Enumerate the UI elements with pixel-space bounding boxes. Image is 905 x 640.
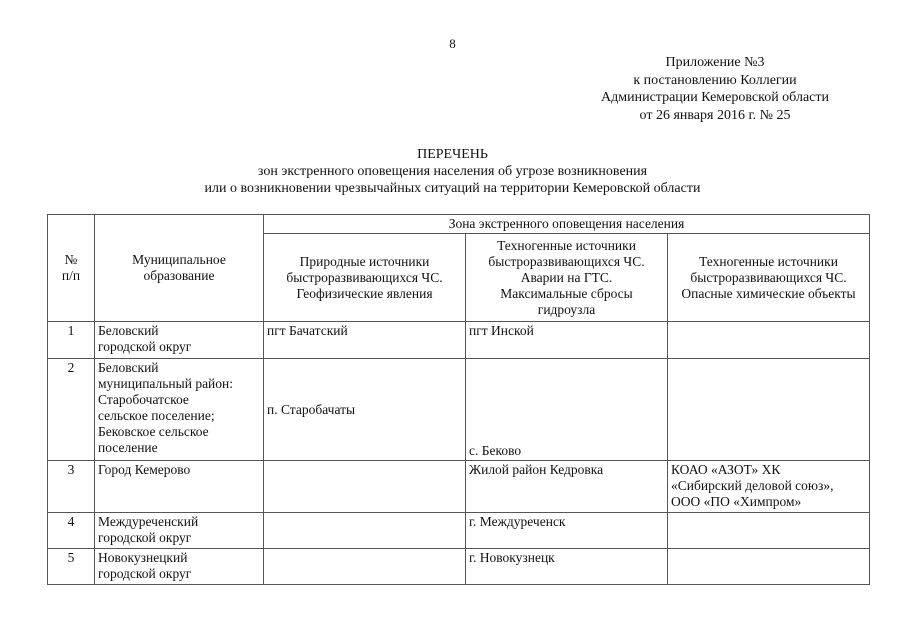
row-chemical xyxy=(668,549,870,585)
row-natural xyxy=(264,461,466,513)
header-municipality: Муниципальное образование xyxy=(95,215,264,322)
row-num: 1 xyxy=(48,322,95,359)
header-num: № п/п xyxy=(48,215,95,322)
row-num: 2 xyxy=(48,359,95,461)
row-hydro: с. Беково xyxy=(466,359,668,461)
row-natural xyxy=(264,549,466,585)
document-title xyxy=(0,146,905,197)
header-hydro: Техногенные источники быстроразвивающихся ЧС. Аварии на ГТС. Максимальные сбросы гидроузла xyxy=(466,234,668,322)
appendix-reference xyxy=(560,54,870,124)
row-municipality: Новокузнецкий городской округ xyxy=(95,549,264,585)
row-municipality: Междуреченский городской округ xyxy=(95,513,264,549)
row-natural: пгт Бачатский xyxy=(264,322,466,359)
row-municipality: Беловский городской округ xyxy=(95,322,264,359)
table-row xyxy=(48,322,870,359)
table-row xyxy=(48,549,870,585)
row-hydro: г. Междуреченск xyxy=(466,513,668,549)
table-row xyxy=(48,513,870,549)
row-chemical xyxy=(668,322,870,359)
appendix-line-2: к постановлению Коллегии xyxy=(633,72,797,88)
header-chemical: Техногенные источники быстроразвивающихся ЧС. Опасные химические объекты xyxy=(668,234,870,322)
row-municipality: Беловский муниципальный район: Старобочатское сельское поселение; Бековское сельское поселение xyxy=(95,359,264,461)
title-line-2: зон экстренного оповещения населения об угрозе возникновения xyxy=(257,164,648,179)
row-hydro: пгт Инской xyxy=(466,322,668,359)
row-num: 4 xyxy=(48,513,95,549)
row-natural: п. Старобачаты xyxy=(264,359,466,461)
row-hydro: Жилой район Кедровка xyxy=(466,461,668,513)
row-chemical: КОАО «АЗОТ» ХК «Сибирский деловой союз», ООО «ПО «Химпром» xyxy=(668,461,870,513)
row-municipality: Город Кемерово xyxy=(95,461,264,513)
row-chemical xyxy=(668,513,870,549)
row-chemical xyxy=(668,359,870,461)
header-natural: Природные источники быстроразвивающихся ЧС. Геофизические явления xyxy=(264,234,466,322)
appendix-line-4: от 26 января 2016 г. № 25 xyxy=(639,107,791,123)
appendix-line-3: Администрации Кемеровской области xyxy=(601,90,829,105)
table-row xyxy=(48,461,870,513)
row-natural xyxy=(264,513,466,549)
title-line-1: ПЕРЕЧЕНЬ xyxy=(417,147,488,162)
header-zone-group: Зона экстренного оповещения населения xyxy=(264,215,870,234)
appendix-line-1: Приложение №3 xyxy=(665,55,765,70)
row-num: 5 xyxy=(48,549,95,585)
zones-table xyxy=(47,214,870,585)
title-line-3: или о возникновении чрезвычайных ситуаций на территории Кемеровской области xyxy=(204,181,701,196)
row-num: 3 xyxy=(48,461,95,513)
page-number: 8 xyxy=(449,36,456,51)
table-row xyxy=(48,359,870,461)
row-hydro: г. Новокузнецк xyxy=(466,549,668,585)
